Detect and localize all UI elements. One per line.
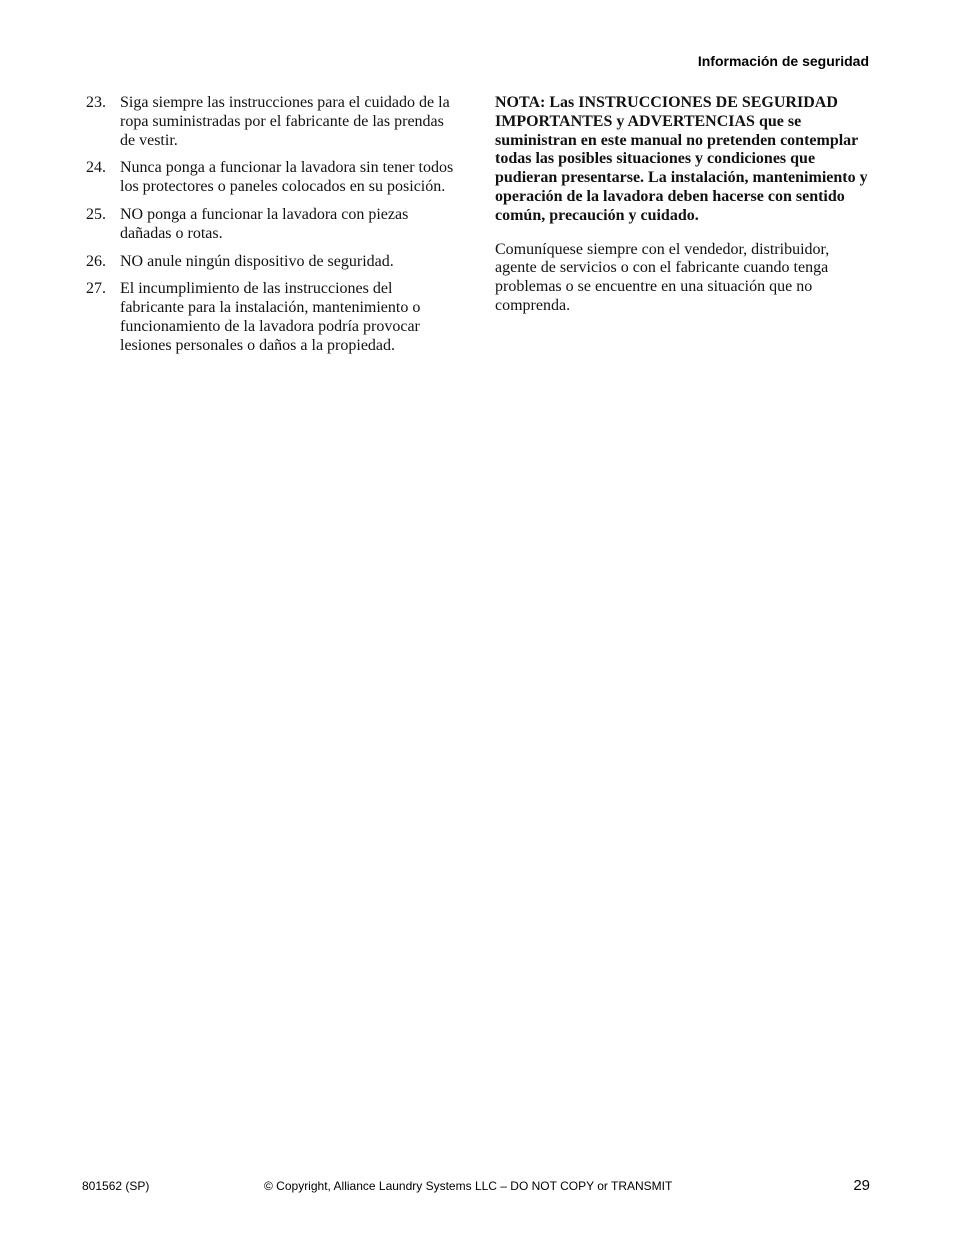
item-text: Nunca ponga a funcionar la lavadora sin tener todos los protectores o paneles colocados en su posición. [120,159,454,196]
item-number: 26. [86,252,106,270]
item-number: 23. [86,94,106,111]
notes-column [495,94,870,316]
item-number: 25. [86,205,106,223]
list-item [86,280,458,355]
list-item [86,94,458,150]
contact-paragraph: Comuníquese siempre con el vendedor, distribuidor, agente de servicios o con el fabricante cuando tenga problemas o se encuentre en una situación que no comprenda. [495,240,830,314]
page-footer [82,1176,870,1196]
list-item [86,253,458,272]
copyright-notice: © Copyright, Alliance Laundry Systems LLC – DO NOT COPY or TRANSMIT [264,1179,673,1193]
safety-note: NOTA: Las INSTRUCCIONES DE SEGURIDAD IMPORTANTES y ADVERTENCIAS que se suministran en este manual no pretenden contemplar todas las posibles situaciones y condiciones que pudieran presentarse. La instalación, mantenimiento y operación de la lavadora deben hacerse con sentido común, precaución y cuidado. [495,94,868,224]
list-item [86,159,458,197]
instruction-list [86,94,458,365]
item-text: NO anule ningún dispositivo de seguridad. [120,252,394,270]
document-number: 801562 (SP) [82,1179,150,1193]
list-item [86,206,458,244]
item-number: 27. [86,280,106,298]
page-number: 29 [853,1177,870,1194]
item-text: Siga siempre las instrucciones para el cuidado de la ropa suministradas por el fabricante de las prendas de vestir. [120,94,450,149]
item-text: NO ponga a funcionar la lavadora con piezas dañadas o rotas. [120,205,409,242]
section-title: Información de seguridad [697,53,869,69]
item-number: 24. [86,159,106,177]
item-text: El incumplimiento de las instrucciones del fabricante para la instalación, mantenimiento o funcionamiento de la lavadora podría provocar lesiones personales o daños a la propiedad. [120,280,421,354]
